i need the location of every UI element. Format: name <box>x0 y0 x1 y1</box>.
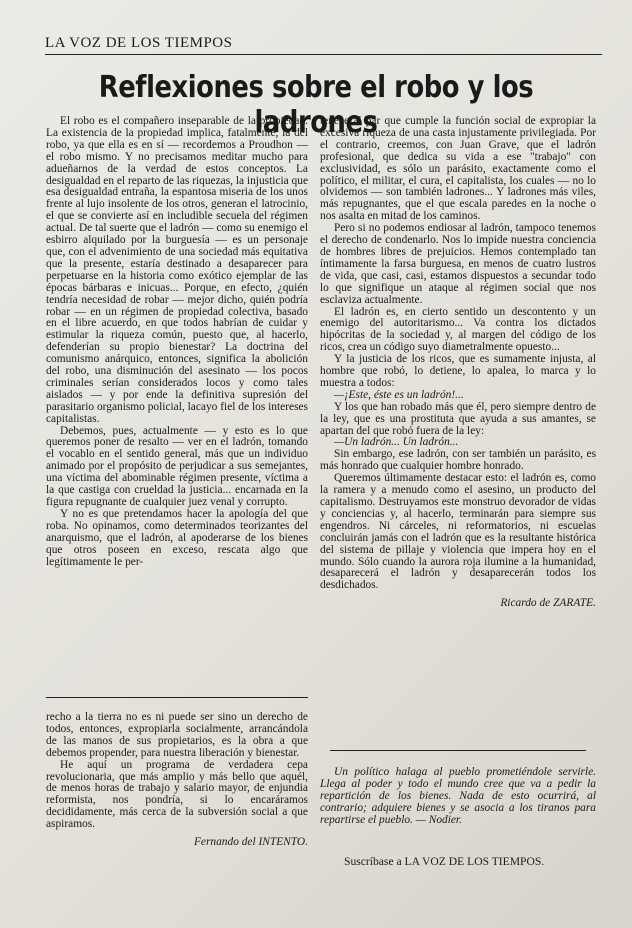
article-signature: Ricardo de ZARATE. <box>500 597 596 610</box>
article-paragraph: Y la justicia de los ricos, que es sumamente injusta, al hombre que robó, lo detiene, lo apalea, lo marca y lo muestra a todos: <box>320 353 596 389</box>
article-paragraph: Pero si no podemos endiosar al ladrón, tampoco tenemos el derecho de condenarlo. Nos lo impide nuestra conciencia de hombres libres de prejuicios. Hemos contemplado tan íntimamente la farsa burguesa, en menos de cuatro lustros de vida, que casi, casi, estamos dispuestos a secundar todo lo que signifique un ataque al régimen social que nos esclaviza actualmente. <box>320 222 596 306</box>
article-paragraph: Debemos, pues, actualmente — y esto es lo que queremos poner de resalto — ver en el ladrón, tomando el vocablo en el sentido general, más que un individuo animado por el propósito de perjudicar a sus semejantes, una víctima del abominable régimen presente, víctima a la que castiga con crueldad la justicia... encarnada en la figura repugnante de cualquier juez venal y corrupto. <box>46 424 308 508</box>
section-divider <box>330 750 586 751</box>
article-paragraph: Sin embargo, ese ladrón, con ser también un parásito, es más honrado que cualquier hombre honrado. <box>320 448 596 473</box>
article-dialogue: —Un ladrón... Un ladrón... <box>334 436 459 449</box>
article-paragraph: tenece al par que cumple la función social de expropiar la excesiva riqueza de una casta injustamente privilegiada. Por el contrario, creemos, con Juan Grave, que el ladrón profesional, que dedica su vida a ese "trabajo" con exclusividad, es sólo un parásito, exactamente como el político, el militar, el cura, el capitalista, los cuales — no lo olvidemos — son también ladrones... Y ladrones más viles, más repugnantes, que el que escala paredes en la noche o nos asalta en mitad de los caminos. <box>320 115 596 223</box>
section-divider <box>46 697 308 698</box>
article-paragraph: El robo es el compañero inseparable de la propiedad. La existencia de la propiedad implica, fatalmente, la del robo, ya que ella es en sí — recordemos a Proudhon — el robo mismo. Y no precisamos meditar mucho para adueñarnos de la verdad de estos conceptos. La desigualdad en el reparto de las riquezas, la injusticia que esa desigualdad entraña, la espantosa miseria de los unos frente al lujo insolente de los otros, generan el latrocinio, el que se convierte así en includible secuela del régimen actual. De tal suerte que el ladrón — como su enemigo el esbirro alquilado por la burguesía — es un personaje que, con el advenimiento de una sociedad más equitativa que la presente, estaría destinado a desaparecer para perpetuarse en la historia como exótico ejemplar de las épocas bárbaras e inicuas... Porque, en efecto, ¿quién tendría necesidad de robar — mejor dicho, quién podría robar — en un régimen de propiedad colectiva, basado en el libre acuerdo, en que todos habrían de cuidar y estimular la riqueza común, puesto que, al hacerlo, defenderían su propio bienestar? La doctrina del comunismo anárquico, entonces, significa la abolición del robo, una disminución del asesinato — los pocos criminales serían considerados locos y como tales aislados — y por ende la definitiva supresión del parasitario organismo policial, lacayo fiel de los intereses capitalistas. <box>46 115 308 425</box>
article-paragraph: Queremos últimamente destacar esto: el ladrón es, como la ramera y a menudo como el asesino, un producto del capitalismo. Destruyamos este monstruo devorador de vidas y conciencias y, al hacerlo, terminarán para siempre sus engendros. Ni cárceles, ni reformatorios, ni escuelas concluirán jamás con el ladrón que es la resultante histórica del sistema de pillaje y violencia que impera hoy en el mundo. Sólo cuando la aurora roja ilumine a la humanidad, desaparecerá el ladrón y desaparecerán todos los desdichados. <box>320 472 596 592</box>
article-left-column <box>46 116 308 568</box>
article-paragraph: recho a la tierra no es ni puede ser sino un derecho de todos, entonces, expropiarla socialmente, arrancándola de las manos de sus propietarios, es la obra a que debemos propender, para nuestra liberación y bienestar. <box>46 711 308 759</box>
article-dialogue: —¡Este, éste es un ladrón!... <box>334 388 464 401</box>
nodier-quote <box>320 767 596 827</box>
header-divider <box>45 54 602 55</box>
second-article-column <box>46 712 308 849</box>
article-paragraph: Y no es que pretendamos hacer la apología del que roba. No opinamos, como determinados teorizantes del anarquismo, que el ladrón, al apoderarse de los bienes que otros poseen en exceso, rescata algo que legítimamente le per- <box>46 507 308 568</box>
article-title: Reflexiones sobre el robo y los ladrones <box>98 70 534 140</box>
article-paragraph: Y los que han robado más que él, pero siempre dentro de la ley, que es una prostituta que ayuda a sus amantes, se apartan del que robó fuera de la ley: <box>320 400 596 437</box>
article-paragraph: El ladrón es, en cierto sentido un descontento y un enemigo del autoritarismo... Va contra los dictados hipócritas de la sociedad y, al margen del código de los ricos, crea un código suyo diametralmente opuesto... <box>320 305 596 354</box>
subscribe-notice: Suscríbase a LA VOZ DE LOS TIEMPOS. <box>344 855 545 868</box>
article-right-column <box>320 116 596 610</box>
publication-header: LA VOZ DE LOS TIEMPOS <box>45 35 233 51</box>
article-signature: Fernando del INTENTO. <box>193 836 308 849</box>
quote-text: Un político halaga al pueblo prometiéndole servirle. Llega al poder y todo el mundo cree que va a pedir la repartición de los bienes. Nada de esto ocurrirá, al contrario; adquiere bienes y se asocia a los tiranos para repartirse el pueblo. — Nodier. <box>320 766 596 826</box>
article-paragraph: He aquí un programa de verdadera cepa revolucionaria, que más amplio y más bello que aquél, de menos horas de trabajo y salario mayor, de enjundia reformista, nos pondría, si lo encaráramos decididamente, más cerca de la subversión social a que aspiramos. <box>46 758 308 831</box>
